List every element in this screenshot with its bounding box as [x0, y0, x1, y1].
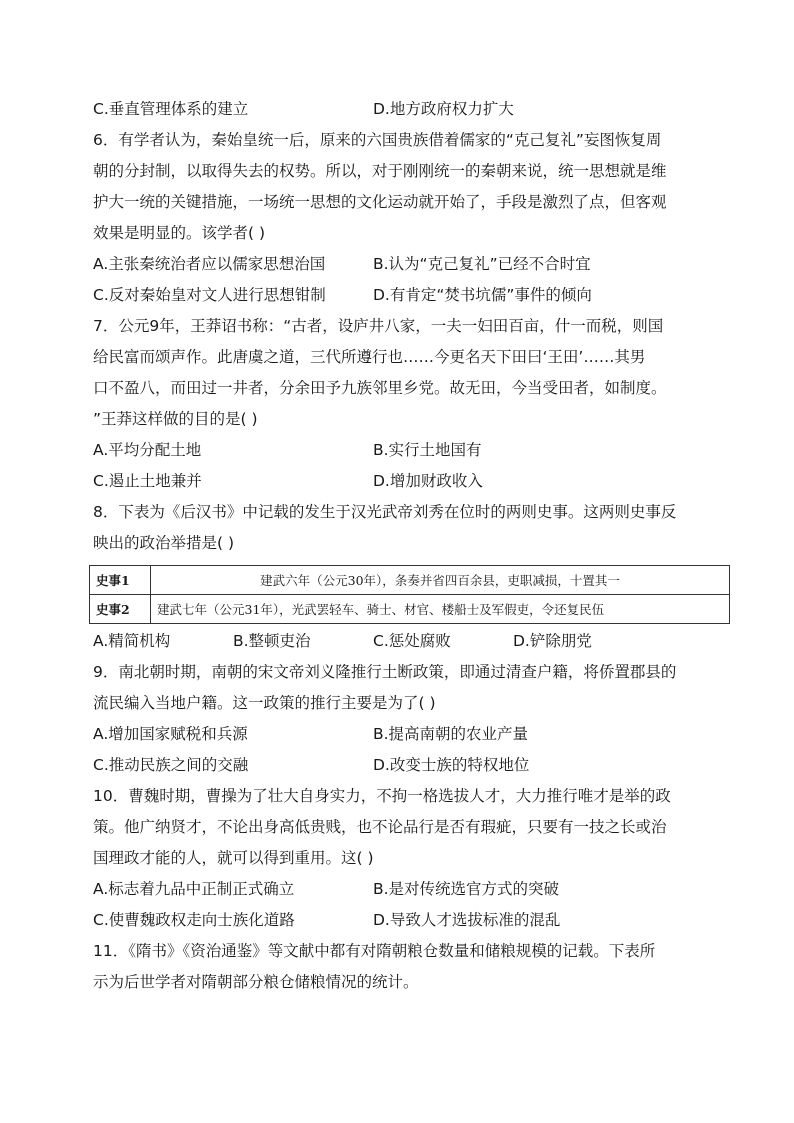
q7-option-a: A.平均分配土地	[93, 441, 202, 459]
q6-options-row	[93, 280, 713, 311]
q9-options-row	[93, 719, 713, 750]
q5-option-c: C.垂直管理体系的建立	[93, 100, 249, 118]
q9-stem-line: 9．南北朝时期，南朝的宋文帝刘义隆推行土断政策，即通过清查户籍，将侨置郡县的	[93, 663, 677, 681]
question-11	[93, 936, 713, 998]
q7-stem-line: 7．公元9年，王莽诏书称：“古者，设庐井八家，一夫一妇田百亩，什一而税，则国	[93, 317, 664, 335]
q8-stem-line: 映出的政治举措是( )	[93, 534, 235, 552]
q10-option-b: B.是对传统选官方式的突破	[373, 880, 560, 898]
q10-option-c: C.使曹魏政权走向士族化道路	[93, 911, 295, 929]
question-10	[93, 781, 713, 936]
q10-stem-line: 国理政才能的人，就可以得到重用。这( )	[93, 849, 374, 867]
q10-option-d: D.导致人才选拔标准的混乱	[373, 911, 561, 929]
q7-option-b: B.实行土地国有	[373, 441, 482, 459]
table-row	[90, 566, 730, 595]
q5-options	[93, 94, 713, 125]
q8-option-b: B.整顿吏治	[233, 632, 311, 650]
q11-stem-line: 11．《隋书》《资治通鉴》等文献中都有对隋朝粮仓数量和储粮规模的记载。下表所	[93, 942, 656, 960]
q7-options-row	[93, 466, 713, 497]
q9-option-d: D.改变士族的特权地位	[373, 756, 530, 774]
q8-option-d: D.铲除朋党	[513, 632, 592, 650]
table-cell-label: 史事1	[90, 566, 151, 595]
table-cell-text: 建武六年（公元30年），条奏并省四百余县，吏职减损，十置其一	[151, 566, 730, 595]
q6-option-a: A.主张秦统治者应以儒家思想治国	[93, 255, 326, 273]
table-cell-text: 建武七年（公元31年），光武罢轻车、骑士、材官、楼船士及军假吏，令还复民伍	[151, 595, 730, 624]
q9-option-a: A.增加国家赋税和兵源	[93, 725, 248, 743]
q9-options-row	[93, 750, 713, 781]
question-8	[93, 497, 713, 657]
q6-stem-line: 护大一统的关键措施，一场统一思想的文化运动就开始了，手段是激烈了点，但客观	[93, 193, 667, 211]
question-6	[93, 125, 713, 311]
q7-stem-line: ”王莽这样做的目的是( )	[93, 410, 258, 428]
q7-options-row	[93, 435, 713, 466]
q8-option-c: C.惩处腐败	[373, 632, 451, 650]
q7-option-d: D.增加财政收入	[373, 472, 483, 490]
q10-stem-line: 10．曹魏时期，曹操为了壮大自身实力，不拘一格选拔人才，大力推行唯才是举的政	[93, 787, 671, 805]
q7-stem-line: 给民富而颂声作。此唐虞之道，三代所遵行也……今更名天下田曰‘王田’……其男	[93, 348, 646, 366]
q9-option-b: B.提高南朝的农业产量	[373, 725, 529, 743]
q6-option-d: D.有肯定“焚书坑儒”事件的倾向	[373, 286, 592, 304]
q6-option-b: B.认为“克己复礼”已经不合时宜	[373, 255, 591, 273]
q8-stem-line: 8．下表为《后汉书》中记载的发生于汉光武帝刘秀在位时的两则史事。这两则史事反	[93, 503, 677, 521]
q8-history-table	[89, 565, 730, 624]
table-cell-label: 史事2	[90, 595, 151, 624]
q10-options-row	[93, 905, 713, 936]
q6-option-c: C.反对秦始皇对文人进行思想钳制	[93, 286, 326, 304]
q6-options-row	[93, 249, 713, 280]
q6-stem-line: 朝的分封制，以取得失去的权势。所以，对于刚刚统一的秦朝来说，统一思想就是维	[93, 162, 667, 180]
q5-option-d: D.地方政府权力扩大	[373, 100, 514, 118]
q9-option-c: C.推动民族之间的交融	[93, 756, 249, 774]
q8-options-row	[93, 626, 713, 657]
exam-page	[93, 94, 713, 998]
table-row	[90, 595, 730, 624]
question-9	[93, 657, 713, 781]
q10-stem-line: 策。他广纳贤才，不论出身高低贵贱，也不论品行是否有瑕疵，只要有一技之长或治	[93, 818, 667, 836]
q8-option-a: A.精简机构	[93, 632, 171, 650]
q9-stem-line: 流民编入当地户籍。这一政策的推行主要是为了( )	[93, 694, 436, 712]
q6-stem-line: 6．有学者认为，秦始皇统一后，原来的六国贵族借着儒家的“克己复礼”妄图恢复周	[93, 131, 662, 149]
question-7	[93, 311, 713, 497]
q10-options-row	[93, 874, 713, 905]
q10-option-a: A.标志着九品中正制正式确立	[93, 880, 295, 898]
q7-option-c: C.遏止土地兼并	[93, 472, 202, 490]
q7-stem-line: 口不盈八，而田过一井者，分余田予九族邻里乡党。故无田，今当受田者，如制度。	[93, 379, 667, 397]
q6-stem-line: 效果是明显的。该学者( )	[93, 224, 266, 242]
q11-stem-line: 示为后世学者对隋朝部分粮仓储粮情况的统计。	[93, 973, 419, 991]
